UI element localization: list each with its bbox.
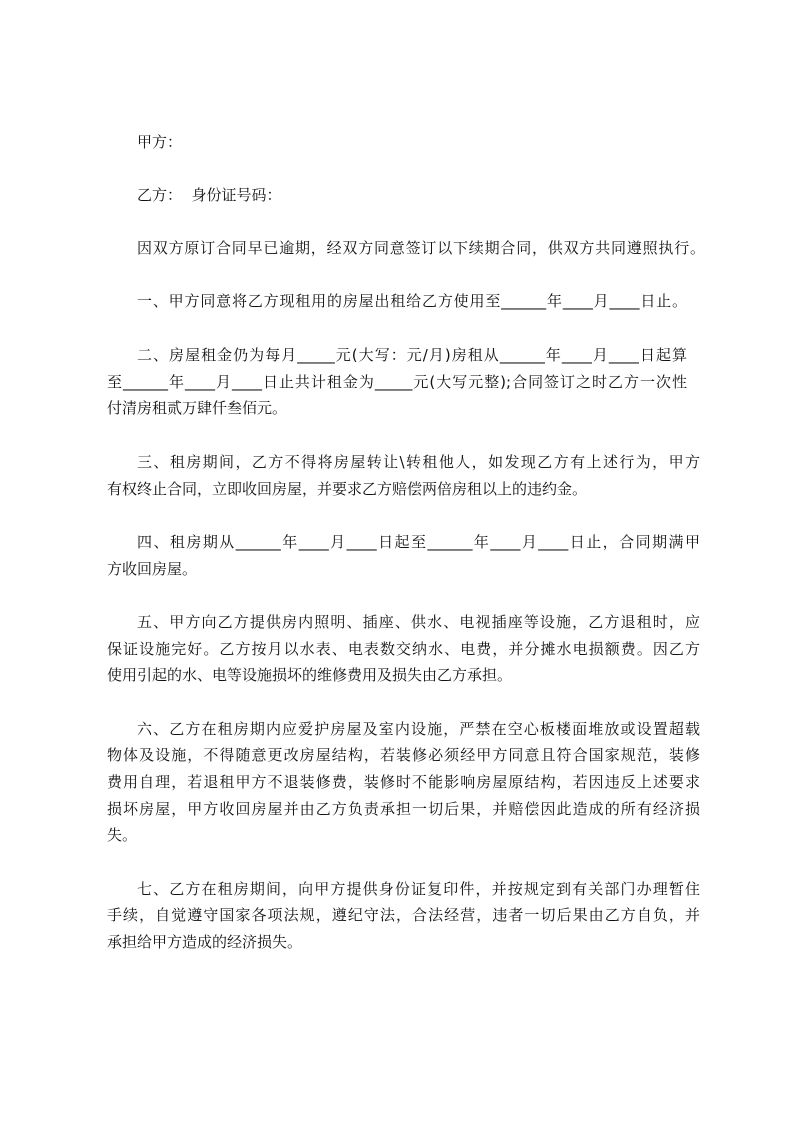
clause-3-line-1: 三、租房期间，乙方不得将房屋转让\转租他人，如发现乙方有上述行为，甲方 [137, 453, 700, 471]
clause-5-line-3: 使用引起的水、电等设施损坏的维修费用及损失由乙方承担。 [107, 666, 513, 684]
clause-7-line-3: 承担给甲方造成的经济损失。 [107, 933, 303, 951]
clause-2-line-1: 二、房屋租金仍为每月_____元(大写：元/月)房租从______年____月____日起算 [137, 346, 687, 364]
clause-7-line-1: 七、乙方在租房期间，向甲方提供身份证复印件，并按规定到有关部门办理暂住 [137, 880, 700, 898]
clause-7-line-2: 手续，自觉遵守国家各项法规，遵纪守法，合法经营，违者一切后果由乙方自负，并 [107, 906, 700, 924]
clause-6-line-3: 费用自理，若退租甲方不退装修费，装修时不能影响房屋原结构，若因违反上述要求 [107, 773, 700, 791]
clause-6-line-4: 损坏房屋，甲方收回房屋并由乙方负责承担一切后果，并赔偿因此造成的所有经济损 [107, 800, 700, 818]
clause-2-line-3: 付清房租贰万肆仟叁佰元。 [107, 399, 288, 417]
preamble-line: 因双方原订合同早已逾期，经双方同意签订以下续期合同，供双方共同遵照执行。 [137, 239, 705, 257]
clause-4-line-2: 方收回房屋。 [107, 560, 198, 578]
clause-6-line-2: 物体及设施，不得随意更改房屋结构，若装修必须经甲方同意且符合国家规范，装修 [107, 746, 700, 764]
party-b-line: 乙方： 身份证号码： [137, 186, 282, 204]
clause-5-line-1: 五、甲方向乙方提供房内照明、插座、供水、电视插座等设施，乙方退租时，应 [137, 613, 700, 631]
party-a-line: 甲方： [137, 133, 183, 151]
clause-6-line-1: 六、乙方在租房期内应爱护房屋及室内设施，严禁在空心板楼面堆放或设置超载 [137, 720, 700, 738]
clause-5-line-2: 保证设施完好。乙方按月以水表、电表数交纳水、电费，并分摊水电损额费。因乙方 [107, 640, 700, 658]
clause-6-line-5: 失。 [107, 826, 138, 844]
clause-4-line-1: 四、租房期从______年____月____日起至______年____月____日止，合同期满甲 [137, 533, 700, 551]
clause-2-line-2: 至______年____月____日止共计租金为_____元(大写元整);合同签订之时乙方一次性 [107, 373, 687, 391]
clause-1-line-1: 一、甲方同意将乙方现租用的房屋出租给乙方使用至______年____月____日止。 [137, 292, 687, 310]
clause-3-line-2: 有权终止合同，立即收回房屋，并要求乙方赔偿两倍房租以上的违约金。 [107, 480, 588, 498]
